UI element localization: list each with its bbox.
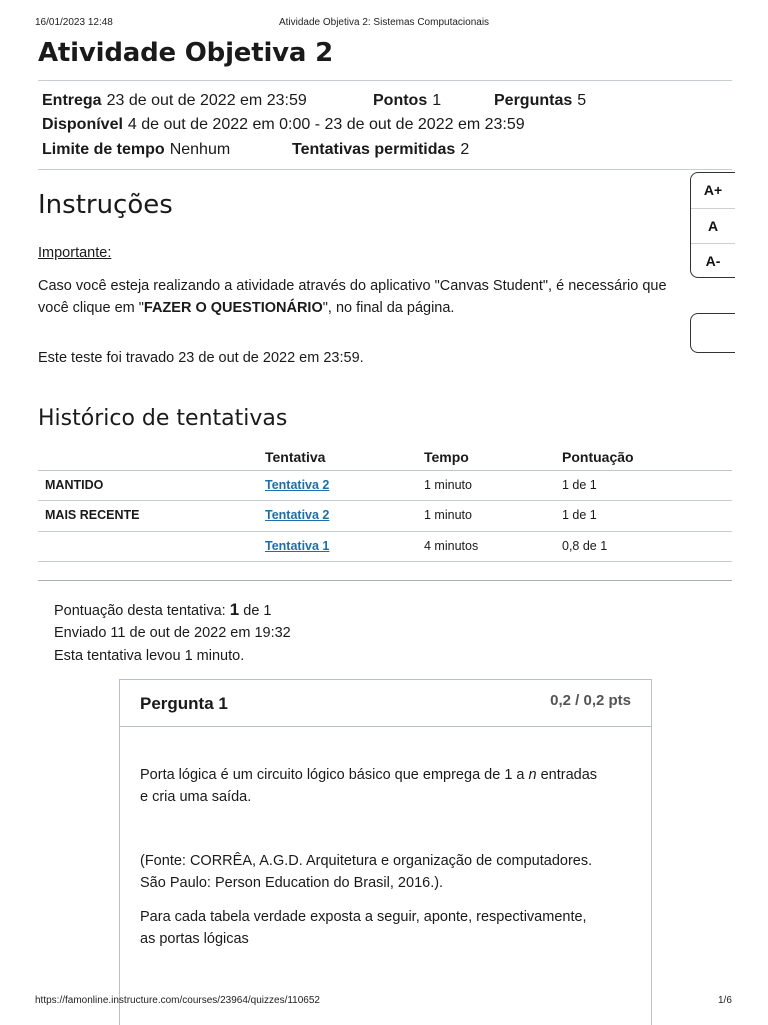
row-time: 4 minutos (424, 539, 479, 553)
important-label: Importante: (38, 245, 112, 261)
meta-time-limit (42, 141, 230, 159)
meta-points-label: Pontos (373, 92, 428, 109)
question-prompt (140, 906, 640, 950)
attempt-link[interactable]: Tentativa 1 (265, 539, 330, 553)
row-score: 1 de 1 (562, 508, 597, 522)
table-row-divider (38, 561, 732, 562)
question-text-1-line-2: e cria uma saída. (140, 789, 252, 805)
row-time: 1 minuto (424, 478, 472, 492)
meta-due-value: 23 de out de 2022 em 23:59 (106, 92, 307, 109)
instructions-line-1: Caso você esteja realizando a atividade através do aplicativo "Canvas Student", é necessário que (38, 278, 667, 294)
increase-font-button[interactable]: A+ (703, 182, 723, 198)
question-text-1-end: entradas (536, 767, 598, 783)
question-prompt-line-1: Para cada tabela verdade exposta a seguir, aponte, respectivamente, (140, 909, 587, 925)
meta-attempts-value: 2 (460, 141, 470, 158)
meta-available-label: Disponível (42, 116, 123, 133)
page-title: Atividade Objetiva 2 (38, 38, 334, 68)
attempt-score-value: 1 (229, 600, 240, 619)
instructions-heading: Instruções (38, 190, 173, 220)
attempt-link[interactable]: Tentativa 2 (265, 478, 330, 492)
instructions-line-2-start: você clique em " (38, 300, 144, 316)
row-score: 0,8 de 1 (562, 539, 608, 553)
attempt-duration: Esta tentativa levou 1 minuto. (54, 648, 245, 664)
meta-due (42, 92, 307, 110)
meta-due-label: Entrega (42, 92, 102, 109)
row-score: 1 de 1 (562, 478, 597, 492)
meta-attempts-label: Tentativas permitidas (292, 141, 456, 158)
meta-divider (38, 169, 732, 170)
question-card (119, 679, 652, 1025)
print-date: 16/01/2023 12:48 (35, 17, 113, 28)
row-status: MANTIDO (45, 478, 104, 492)
side-toggle-button[interactable] (690, 313, 735, 353)
table-header-divider (38, 470, 732, 471)
print-url: https://famonline.instructure.com/courses/23964/quizzes/110652 (35, 995, 320, 1006)
attempt-score-label: Pontuação desta tentativa: (54, 603, 226, 619)
question-title: Pergunta 1 (140, 694, 228, 713)
table-row-divider (38, 500, 732, 501)
font-size-controls (690, 172, 735, 278)
title-divider (38, 80, 732, 81)
meta-points-value: 1 (432, 92, 442, 109)
table-row-divider (38, 531, 732, 532)
attempt-link[interactable]: Tentativa 2 (265, 508, 330, 522)
section-divider (38, 580, 732, 581)
question-source-line-1: (Fonte: CORRÊA, A.G.D. Arquitetura e organização de computadores. (140, 853, 593, 869)
attempt-history-heading: Histórico de tentativas (38, 406, 288, 431)
meta-available-value: 4 de out de 2022 em 0:00 - 23 de out de 2022 em 23:59 (127, 116, 525, 133)
decrease-font-button[interactable]: A- (691, 243, 735, 278)
question-points: 0,2 / 0,2 pts (550, 692, 631, 709)
normal-font-button[interactable]: A (691, 208, 735, 243)
attempt-score (54, 598, 271, 623)
print-page-number: 1/6 (718, 995, 732, 1006)
question-source-line-2: São Paulo: Person Education do Brasil, 2016.). (140, 875, 444, 891)
column-header-score: Pontuação (562, 449, 634, 465)
meta-points (373, 92, 441, 110)
column-header-attempt: Tentativa (265, 449, 326, 465)
take-quiz-emphasis: FAZER O QUESTIONÁRIO (143, 300, 323, 316)
row-time: 1 minuto (424, 508, 472, 522)
question-text-1-variable: n (528, 767, 537, 783)
meta-questions-value: 5 (577, 92, 587, 109)
meta-time-limit-value: Nenhum (169, 141, 231, 158)
question-source (140, 850, 640, 894)
question-header (120, 680, 651, 727)
question-text-1 (140, 764, 640, 808)
question-prompt-line-2: as portas lógicas (140, 931, 249, 947)
meta-attempts (292, 141, 469, 159)
column-header-time: Tempo (424, 449, 469, 465)
row-status: MAIS RECENTE (45, 508, 140, 522)
meta-available (42, 116, 525, 134)
meta-time-limit-label: Limite de tempo (42, 141, 165, 158)
meta-questions-label: Perguntas (494, 92, 573, 109)
meta-questions (494, 92, 586, 110)
attempt-score-total: de 1 (243, 603, 272, 619)
instructions-line-2-end: ", no final da página. (322, 300, 455, 316)
print-document-title: Atividade Objetiva 2: Sistemas Computacionais (278, 17, 490, 28)
instructions-line-2 (38, 297, 454, 319)
locked-notice: Este teste foi travado 23 de out de 2022 em 23:59. (38, 350, 364, 366)
question-text-1-start: Porta lógica é um circuito lógico básico que emprega de 1 a (140, 767, 529, 783)
attempt-submitted: Enviado 11 de out de 2022 em 19:32 (54, 625, 291, 641)
